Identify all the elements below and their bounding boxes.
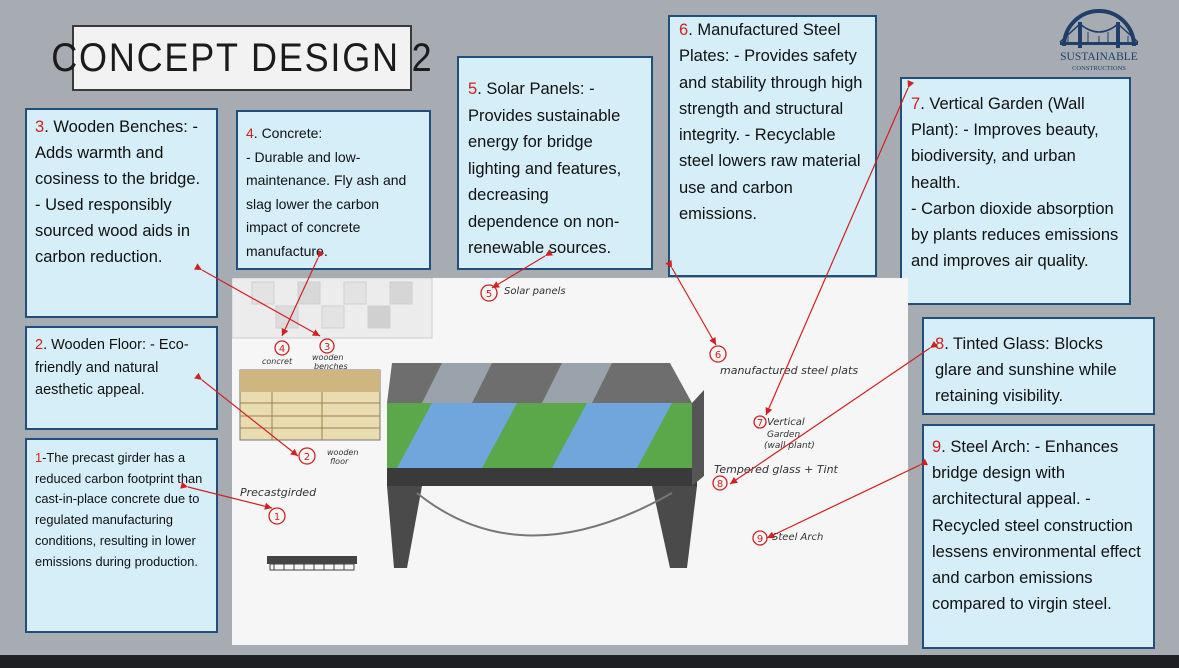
callout-tinted-glass (922, 317, 1155, 415)
label-vertical-3: (wall plant) (764, 441, 815, 451)
label-glass: Tempered glass + Tint (714, 463, 838, 476)
label-floor-2: floor (330, 457, 349, 466)
marker-5-label: 5 (485, 289, 493, 300)
callout-precast-girder (25, 438, 218, 633)
marker-4-label: 4 (278, 344, 286, 355)
callout-number: 9 (932, 438, 942, 456)
callout-wooden-floor (25, 326, 218, 430)
callout-steel-plates (668, 15, 877, 277)
callout-solar-panels (457, 56, 653, 270)
callout-text: . Wooden Floor: - Eco-friendly and natural aesthetic appeal. (35, 337, 189, 398)
marker-7-label: 7 (756, 418, 764, 429)
label-vertical-1: Vertical (767, 417, 805, 428)
callout-text: . Vertical Garden (Wall Plant): - Improves beauty, biodiversity, and urban health. - Carbon dioxide absorption by plants reduces emissions and improves air quality. (911, 95, 1119, 271)
callout-text: . Solar Panels: - Provides sustainable energy for bridge lighting and features, decreasing dependence on non-renewable sources. (468, 80, 622, 257)
callout-text: . Tinted Glass: Blocks glare and sunshine while retaining visibility. (935, 335, 1117, 405)
callout-number: 4 (246, 125, 254, 141)
label-solar: Solar panels (504, 286, 566, 297)
callout-vertical-garden (900, 77, 1131, 305)
callout-wooden-benches (25, 108, 218, 318)
label-floor-1: wooden (327, 448, 359, 457)
label-girder: Precastgirded (240, 486, 317, 499)
bridge-logo-icon (1058, 6, 1140, 74)
callout-concrete (236, 110, 431, 270)
logo-line1: SUSTAINABLE (1060, 51, 1138, 63)
callout-number: 6 (679, 21, 689, 39)
label-concrete: concret (262, 357, 293, 366)
label-benches-1: wooden (312, 353, 344, 362)
marker-3-label: 3 (323, 342, 331, 353)
label-vertical-2: Garden (767, 430, 801, 440)
marker-6-label: 6 (714, 350, 722, 361)
marker-9-label: 9 (756, 534, 764, 545)
marker-1-label: 1 (273, 512, 281, 523)
callout-number: 3 (35, 118, 45, 136)
floor-sample (240, 370, 380, 440)
bridge-sketch (232, 278, 908, 645)
callout-text: . Manufactured Steel Plates: - Provides safety and stability through high strength and structural integrity. - Recyclable steel lowers raw material use and carbon emissions. (679, 21, 863, 224)
callout-number: 1 (35, 450, 43, 465)
label-arch: Steel Arch (772, 532, 824, 543)
callout-number: 8 (935, 335, 945, 353)
callout-number: 2 (35, 337, 44, 353)
callout-number: 5 (468, 80, 478, 98)
bridge-deck (387, 363, 704, 486)
logo-line2: CONSTRUCTIONS (1072, 65, 1126, 72)
callout-steel-arch (922, 424, 1155, 649)
marker-2-label: 2 (303, 452, 311, 463)
callout-text: . Steel Arch: - Enhances bridge design with architectural appeal. - Recycled steel construction lessens environmental effect and carbon emissions compared to virgin steel. (932, 438, 1141, 614)
callout-text: -The precast girder has a reduced carbon footprint than cast-in-place concrete due to regulated manufacturing conditions, resulting in lower emissions during production. (35, 450, 203, 569)
title-box (50, 25, 434, 91)
marker-8-label: 8 (716, 479, 724, 490)
callout-number: 7 (911, 95, 921, 113)
label-steel: manufactured steel plats (720, 364, 859, 377)
callout-text: . Concrete: - Durable and low-maintenance. Fly ash and slag lower the carbon impact of concrete manufacture. (246, 125, 407, 259)
page-title: CONCEPT DESIGN 2 (50, 35, 434, 80)
bottom-bar (0, 655, 1179, 668)
tile-grid (232, 278, 432, 338)
label-benches-2: benches (314, 362, 348, 371)
callout-text: . Wooden Benches: - Adds warmth and cosiness to the bridge. - Used responsibly sourced wood aids in carbon reduction. (35, 118, 201, 266)
